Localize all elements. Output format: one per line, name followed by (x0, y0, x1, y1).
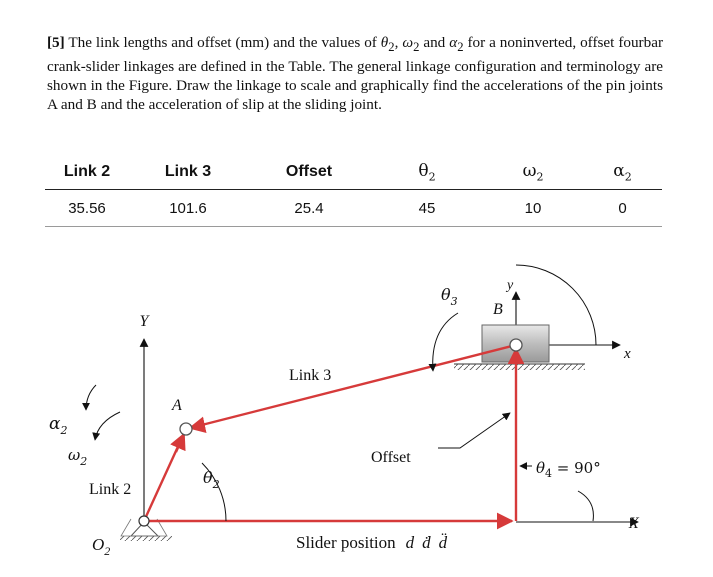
label-x: x (624, 346, 631, 362)
header-link2: Link 2 (45, 155, 129, 190)
label-Y: Y (139, 313, 149, 330)
pin-o2 (139, 516, 149, 526)
header-theta2: $\theta_2$ (371, 155, 483, 190)
omega2-arrow (95, 412, 120, 440)
subscript: 2 (457, 40, 464, 55)
label-theta3: $\theta_3$ (441, 285, 458, 308)
label-link3: Link 3 (289, 367, 332, 384)
header-offset: Offset (247, 155, 371, 190)
cell-offset: 25.4 (247, 190, 371, 227)
subscript: 2 (388, 40, 395, 55)
label-slider-position: Slider position d ḋ d̈ (296, 533, 448, 552)
label-theta2: $\theta_2$ (203, 468, 220, 491)
alpha-symbol: α (449, 34, 458, 51)
label-B: B (493, 301, 503, 318)
label-o2: $O_2$ (92, 535, 111, 558)
link-3 (186, 345, 516, 429)
alpha2-arrow (86, 385, 96, 410)
label-theta4: $\theta_4 = 90^\circ$ (536, 459, 601, 480)
header-alpha2: $\alpha_2$ (583, 155, 662, 190)
separator: , (394, 34, 403, 51)
theta4-arc (578, 491, 593, 521)
problem-text-a: The link lengths and offset (mm) and the values of (64, 34, 381, 51)
slider-ground (454, 364, 585, 370)
cell-link2: 35.56 (45, 190, 129, 227)
omega-symbol: ω (402, 34, 414, 51)
label-offset: Offset (371, 449, 411, 466)
pin-a (180, 423, 192, 435)
link-2-arrow (176, 434, 184, 452)
label-A: A (172, 397, 182, 414)
label-X: X (629, 515, 639, 532)
pin-b (510, 339, 522, 351)
label-alpha2: $\alpha_2$ (49, 414, 68, 437)
header-omega2: $\omega_2$ (483, 155, 583, 190)
problem-number: [5] (47, 34, 65, 51)
offset-leader (438, 413, 510, 448)
header-link3: Link 3 (129, 155, 247, 190)
label-link2: Link 2 (89, 481, 132, 498)
problem-text-b: for a noninverted, offset fourbar crank-slider linkages are defined in the Table. The general linkage configuration and terminology are shown in the Figure. Draw the linkage to scale and graphically find the accelerations of the pin joints A and B and the acceleration of slip at the sliding joint. (47, 34, 664, 114)
theta-symbol: θ (380, 34, 389, 51)
subscript: 2 (413, 40, 420, 55)
cell-alpha2: 0 (583, 190, 662, 227)
label-y: y (507, 278, 514, 293)
and-word: and (419, 34, 450, 51)
cell-link3: 101.6 (129, 190, 247, 227)
label-omega2: $\omega_2$ (68, 446, 88, 468)
cell-omega2: 10 (483, 190, 583, 227)
cell-theta2: 45 (371, 190, 483, 227)
